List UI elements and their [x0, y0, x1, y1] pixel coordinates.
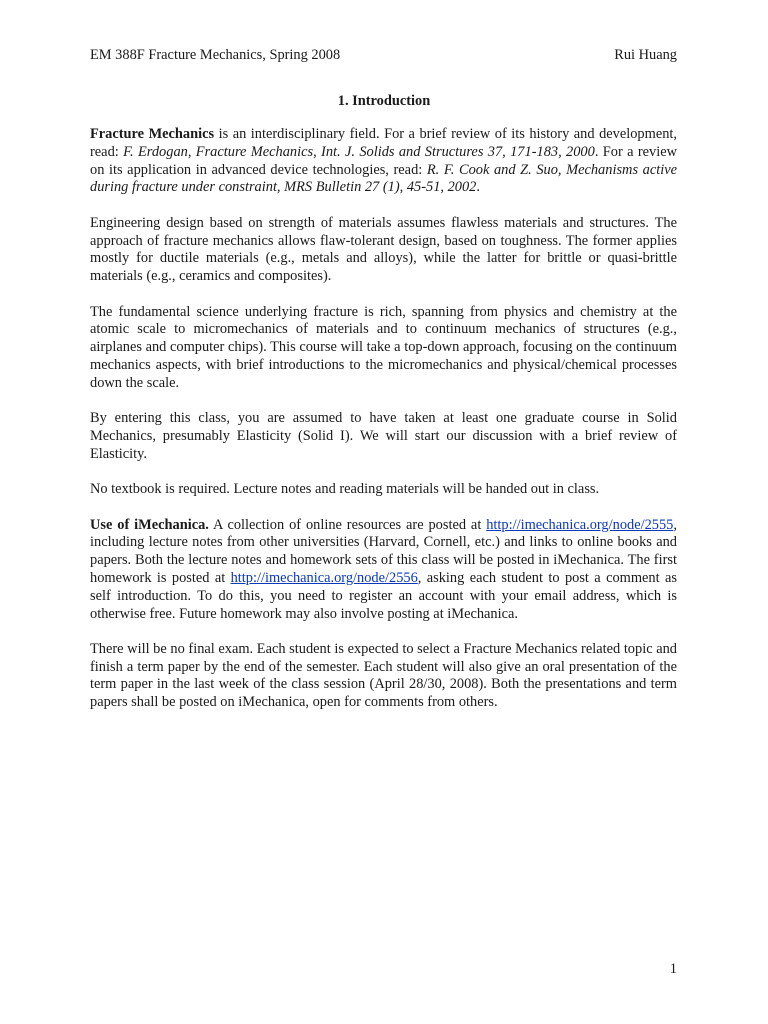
paragraph-6-text-2: , including lecture notes from other universities (Harvard, Cornell, etc.) and links to online books and papers. Both the lecture notes and homework sets of this class will be posted in iMechanica. The first homework is posted at — [90, 516, 677, 586]
header-course: EM 388F Fracture Mechanics, Spring 2008 — [90, 47, 341, 63]
heading-use-of-imechanica: Use of iMechanica. — [90, 516, 209, 533]
paragraph-prerequisites: By entering this class, you are assumed to have taken at least one graduate course in Solid Mechanics, presumably Elasticity (Solid I). We will start our discussion with a brief review of Elasticity. — [90, 410, 677, 462]
reference-cook-suo: R. F. Cook and Z. Suo, Mechanisms active during fracture under constraint, MRS Bulletin 27 (1), 45-51, 2002 — [90, 161, 677, 196]
paragraph-fracture-mechanics — [90, 126, 677, 197]
paragraph-textbook: No textbook is required. Lecture notes and reading materials will be handed out in class. — [90, 481, 600, 498]
document-body — [90, 126, 677, 730]
paragraph-1-text-1: is an interdisciplinary field. For a brief review of its history and development, read: — [90, 126, 677, 160]
paragraph-6-text-1: A collection of online resources are posted at — [208, 516, 487, 533]
page-header — [90, 46, 677, 64]
page-number: 1 — [669, 961, 677, 977]
reference-erdogan: F. Erdogan, Fracture Mechanics, Int. J. Solids and Structures 37, 171-183, 2000 — [123, 143, 595, 160]
paragraph-engineering-design: Engineering design based on strength of materials assumes flawless materials and structures. The approach of fracture mechanics allows flaw-tolerant design, based on toughness. The former applies mostly for ductile materials (e.g., metals and alloys), while the latter for brittle or quasi-brittle materials (e.g., ceramics and composites). — [90, 214, 677, 285]
paragraph-1-text-3: . — [476, 179, 480, 196]
paragraph-1-text-2: . For a review on its application in advanced device technologies, read: — [90, 143, 677, 178]
paragraph-final-exam: There will be no final exam. Each student is expected to select a Fracture Mechanics related topic and finish a term paper by the end of the semester. Each student will also give an oral presentation of the term paper in the last week of the class session (April 28/30, 2008). Both the presentations and term papers shall be posted on iMechanica, open for comments from others. — [90, 640, 677, 711]
paragraph-fundamental-science: The fundamental science underlying fracture is rich, spanning from physics and chemistry at the atomic scale to micromechanics of materials and to continuum mechanics of structures (e.g., airplanes and computer chips). This course will take a top-down approach, focusing on the continuum mechanics aspects, with brief introductions to the micromechanics and physical/chemical processes down the scale. — [90, 303, 677, 391]
link-imechanica-node-2556[interactable]: http://imechanica.org/node/2556 — [230, 569, 418, 586]
term-fracture-mechanics: Fracture Mechanics — [90, 126, 215, 142]
paragraph-imechanica — [90, 517, 677, 624]
header-author: Rui Huang — [614, 47, 677, 63]
link-imechanica-node-2555[interactable]: http://imechanica.org/node/2555 — [486, 516, 674, 533]
paragraph-6-text-3: , asking each student to post a comment as self introduction. To do this, you need to register an account with your email address, which is otherwise free. Future homework may also involve posting at iMechanica. — [90, 569, 677, 622]
section-title: 1. Introduction — [337, 93, 431, 109]
